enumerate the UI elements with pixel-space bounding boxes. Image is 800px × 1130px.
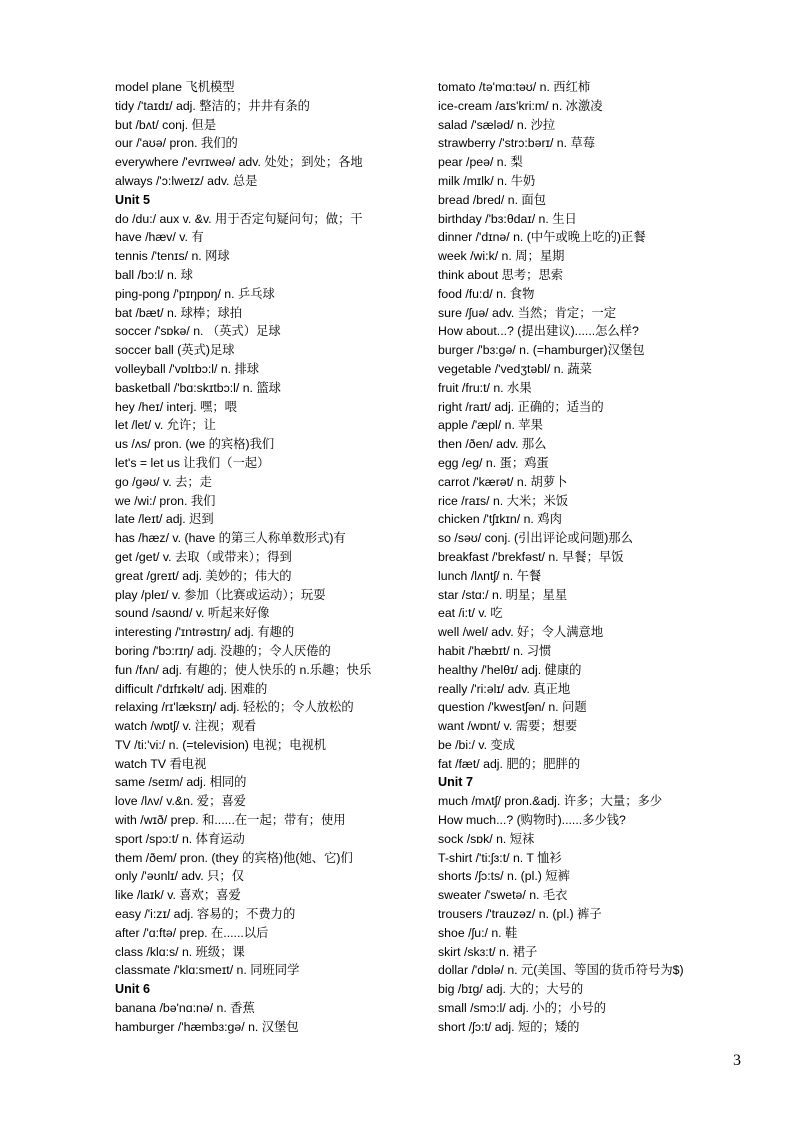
vocab-entry: great /greɪt/ adj. 美妙的；伟大的 bbox=[115, 568, 292, 583]
left-column bbox=[115, 78, 415, 1037]
vocab-entry: let /let/ v. 允许；让 bbox=[115, 418, 216, 433]
vocab-entry: model plane 飞机模型 bbox=[115, 80, 235, 94]
vocab-entry: healthy /'helθɪ/ adj. 健康的 bbox=[438, 662, 582, 677]
vocab-entry: strawberry /'strɔ:bərɪ/ n. 草莓 bbox=[438, 136, 596, 151]
vocab-entry: everywhere /'evrɪweə/ adv. 处处；到处；各地 bbox=[115, 155, 363, 170]
unit-heading: Unit 7 bbox=[438, 775, 473, 790]
vocab-entry: chicken /'tʃɪkɪn/ n. 鸡肉 bbox=[438, 512, 562, 527]
vocab-entry: How much...? (购物时)......多少钱? bbox=[438, 813, 626, 828]
vocab-entry: class /klɑ:s/ n. 班级；课 bbox=[115, 944, 245, 959]
vocab-entry: breakfast /'brekfəst/ n. 早餐；早饭 bbox=[438, 549, 624, 564]
vocab-entry: go /gəʊ/ v. 去；走 bbox=[115, 474, 212, 489]
vocab-entry: milk /mɪlk/ n. 牛奶 bbox=[438, 173, 536, 188]
vocab-entry: salad /'sæləd/ n. 沙拉 bbox=[438, 117, 556, 132]
vocab-entry: ball /bɔ:l/ n. 球 bbox=[115, 267, 193, 282]
vocab-entry: week /wi:k/ n. 周；星期 bbox=[438, 249, 565, 264]
vocab-entry: get /get/ v. 去取（或带来）；得到 bbox=[115, 549, 292, 564]
vocab-entry: short /ʃɔ:t/ adj. 短的；矮的 bbox=[438, 1019, 580, 1034]
vocab-entry: sweater /'swetə/ n. 毛衣 bbox=[438, 888, 568, 903]
vocab-entry: then /ðen/ adv. 那么 bbox=[438, 437, 547, 452]
vocab-entry: rice /raɪs/ n. 大米；米饭 bbox=[438, 493, 569, 508]
vocab-entry: sock /sɒk/ n. 短袜 bbox=[438, 831, 535, 846]
vocab-entry: burger /'bɜ:gə/ n. (=hamburger)汉堡包 bbox=[438, 343, 645, 358]
vocab-entry: tidy /'taɪdɪ/ adj. 整洁的；井井有条的 bbox=[115, 98, 310, 113]
vocab-entry: banana /bə'nɑ:nə/ n. 香蕉 bbox=[115, 1001, 255, 1016]
vocab-entry: soccer ball (英式)足球 bbox=[115, 343, 235, 358]
vocab-entry: always /'ɔ:lweɪz/ adv. 总是 bbox=[115, 173, 258, 188]
vocab-entry: well /wel/ adv. 好；令人满意地 bbox=[438, 625, 604, 640]
vocab-entry: after /'ɑ:ftə/ prep. 在......以后 bbox=[115, 925, 269, 940]
vocab-entry: vegetable /'vedʒtəbl/ n. 蔬菜 bbox=[438, 361, 592, 376]
vocab-entry: really /'ri:əlɪ/ adv. 真正地 bbox=[438, 681, 571, 696]
vocab-entry: tomato /tə'mɑ:təʊ/ n. 西红柿 bbox=[438, 80, 591, 94]
vocab-entry: have /hæv/ v. 有 bbox=[115, 230, 204, 245]
vocab-entry: interesting /'ɪntrəstɪŋ/ adj. 有趣的 bbox=[115, 625, 295, 640]
vocab-entry: only /'əʊnlɪ/ adv. 只；仅 bbox=[115, 869, 244, 884]
vocab-entry: boring /'bɔ:rɪŋ/ adj. 没趣的；令人厌倦的 bbox=[115, 643, 331, 658]
vocab-entry: dinner /'dɪnə/ n. (中午或晚上吃的)正餐 bbox=[438, 230, 646, 245]
vocab-entry: fun /fʌn/ adj. 有趣的；使人快乐的 n.乐趣；快乐 bbox=[115, 662, 372, 677]
vocab-entry: bread /bred/ n. 面包 bbox=[438, 192, 546, 207]
vocab-entry: we /wi:/ pron. 我们 bbox=[115, 493, 216, 508]
vocab-entry: hey /heɪ/ interj. 嘿；喂 bbox=[115, 399, 237, 414]
unit-heading: Unit 5 bbox=[115, 192, 150, 207]
vocab-entry: them /ðem/ pron. (they 的宾格)他(她、它)们 bbox=[115, 850, 353, 865]
vocab-entry: skirt /skɜ:t/ n. 裙子 bbox=[438, 944, 538, 959]
page-number: 3 bbox=[733, 1052, 741, 1069]
vocab-entry: T-shirt /'ti:ʃɜ:t/ n. T 恤衫 bbox=[438, 850, 562, 865]
vocab-entry: birthday /'bɜ:θdaɪ/ n. 生日 bbox=[438, 211, 577, 226]
vocab-entry: with /wɪð/ prep. 和......在一起；带有；使用 bbox=[115, 813, 346, 828]
vocab-entry: habit /'hæbɪt/ n. 习惯 bbox=[438, 643, 552, 658]
vocab-entry: sound /saʊnd/ v. 听起来好像 bbox=[115, 606, 270, 621]
vocab-entry: dollar /'dɒlə/ n. 元(美国、等国的货币符号为$) bbox=[438, 963, 684, 978]
vocab-entry: star /stɑ:/ n. 明星；星星 bbox=[438, 587, 568, 602]
vocab-entry: difficult /'dɪfɪkəlt/ adj. 困难的 bbox=[115, 681, 268, 696]
vocab-entry: hamburger /'hæmbɜ:gə/ n. 汉堡包 bbox=[115, 1019, 299, 1034]
vocab-entry: but /bʌt/ conj. 但是 bbox=[115, 117, 217, 132]
vocab-entry: has /hæz/ v. (have 的第三人称单数形式)有 bbox=[115, 531, 346, 546]
vocab-entry: pear /peə/ n. 梨 bbox=[438, 155, 523, 170]
vocab-entry: small /smɔ:l/ adj. 小的；小号的 bbox=[438, 1001, 607, 1016]
vocab-entry: fruit /fru:t/ n. 水果 bbox=[438, 380, 532, 395]
vocab-entry: eat /i:t/ v. 吃 bbox=[438, 606, 503, 621]
vocab-entry: volleyball /'vɒlɪbɔ:l/ n. 排球 bbox=[115, 361, 260, 376]
vocab-entry: question /'kwestʃən/ n. 问题 bbox=[438, 700, 587, 715]
vocab-entry: basketball /'bɑ:skɪtbɔ:l/ n. 篮球 bbox=[115, 380, 281, 395]
vocab-entry: us /ʌs/ pron. (we 的宾格)我们 bbox=[115, 437, 275, 452]
vocab-entry: relaxing /rɪ'læksɪŋ/ adj. 轻松的；令人放松的 bbox=[115, 700, 354, 715]
vocab-entry: think about 思考；思索 bbox=[438, 267, 564, 282]
vocab-entry: TV /ti:'vi:/ n. (=television) 电视；电视机 bbox=[115, 737, 327, 752]
vocab-entry: shoe /ʃu:/ n. 鞋 bbox=[438, 925, 518, 940]
vocab-entry: classmate /'klɑ:smeɪt/ n. 同班同学 bbox=[115, 963, 300, 978]
vocab-entry: ice-cream /aɪs'kri:m/ n. 冰激凌 bbox=[438, 98, 603, 113]
vocab-entry: How about...? (提出建议)......怎么样? bbox=[438, 324, 639, 339]
vocab-entry: sport /spɔ:t/ n. 体育运动 bbox=[115, 831, 245, 846]
right-column bbox=[438, 78, 768, 1037]
vocab-entry: our /'aʊə/ pron. 我们的 bbox=[115, 136, 238, 151]
vocab-entry: so /səʊ/ conj. (引出评论或问题)那么 bbox=[438, 531, 633, 546]
vocab-entry: do /du:/ aux v. &v. 用于否定句疑问句；做；干 bbox=[115, 211, 363, 226]
vocab-entry: easy /'i:zɪ/ adj. 容易的；不费力的 bbox=[115, 907, 296, 922]
vocab-entry: trousers /'trauzəz/ n. (pl.) 裤子 bbox=[438, 907, 602, 922]
vocab-entry: want /wɒnt/ v. 需要；想要 bbox=[438, 719, 578, 734]
vocab-entry: late /leɪt/ adj. 迟到 bbox=[115, 512, 214, 527]
vocab-entry: ping-pong /'pɪŋpɒŋ/ n. 乒乓球 bbox=[115, 286, 275, 301]
vocab-entry: fat /fæt/ adj. 肥的；肥胖的 bbox=[438, 756, 581, 771]
vocab-entry: tennis /'tenɪs/ n. 网球 bbox=[115, 249, 230, 264]
vocab-entry: be /bi:/ v. 变成 bbox=[438, 737, 515, 752]
vocab-entry: sure /ʃuə/ adv. 当然；肯定；一定 bbox=[438, 305, 617, 320]
vocab-entry: right /raɪt/ adj. 正确的；适当的 bbox=[438, 399, 604, 414]
vocab-entry: big /bɪg/ adj. 大的；大号的 bbox=[438, 982, 584, 997]
vocab-entry: watch TV 看电视 bbox=[115, 756, 207, 771]
vocab-entry: shorts /ʃɔ:ts/ n. (pl.) 短裤 bbox=[438, 869, 570, 884]
vocab-entry: carrot /'kærət/ n. 胡萝卜 bbox=[438, 474, 568, 489]
vocab-entry: like /laɪk/ v. 喜欢；喜爱 bbox=[115, 888, 241, 903]
vocab-entry: egg /eg/ n. 蛋；鸡蛋 bbox=[438, 455, 549, 470]
vocab-entry: much /mʌtʃ/ pron.&adj. 许多；大量；多少 bbox=[438, 794, 663, 809]
vocab-entry: same /seɪm/ adj. 相同的 bbox=[115, 775, 247, 790]
vocab-entry: food /fu:d/ n. 食物 bbox=[438, 286, 535, 301]
vocab-entry: watch /wɒtʃ/ v. 注视；观看 bbox=[115, 719, 257, 734]
vocab-entry: apple /'æpl/ n. 苹果 bbox=[438, 418, 543, 433]
vocab-entry: bat /bæt/ n. 球棒；球拍 bbox=[115, 305, 243, 320]
vocab-entry: soccer /'sɒkə/ n. （英式）足球 bbox=[115, 324, 281, 339]
vocab-entry: lunch /lʌntʃ/ n. 午餐 bbox=[438, 568, 542, 583]
vocab-entry: love /lʌv/ v.&n. 爱；喜爱 bbox=[115, 794, 246, 809]
unit-heading: Unit 6 bbox=[115, 982, 150, 997]
vocab-entry: play /pleɪ/ v. 参加（比赛或运动）；玩耍 bbox=[115, 587, 326, 602]
vocab-entry: let's = let us 让我们（一起） bbox=[115, 455, 270, 470]
